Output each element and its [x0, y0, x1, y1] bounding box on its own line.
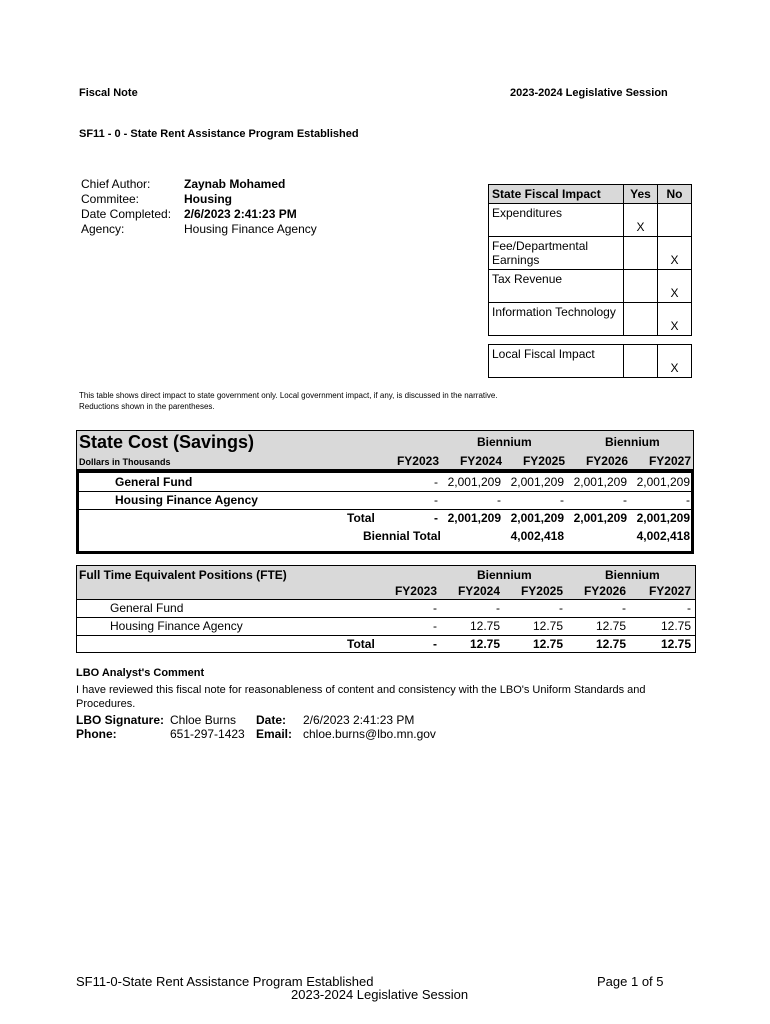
lbo-heading: LBO Analyst's Comment	[76, 667, 205, 679]
note-line: This table shows direct impact to state government only. Local government impact, if any, is discussed in the narrative.	[79, 391, 498, 400]
footer-session: 2023-2024 Legislative Session	[291, 987, 469, 1002]
cell-value: 12.75	[595, 619, 626, 633]
info-labels	[81, 177, 171, 237]
header-left: Fiscal Note	[79, 87, 138, 99]
cell-value: -	[686, 493, 690, 507]
total-value: 2,001,209	[447, 511, 501, 525]
total-value: -	[434, 511, 438, 525]
info-label: Commitee:	[81, 192, 140, 206]
year-header: FY2024	[459, 454, 502, 468]
cell-value: 2,001,209	[510, 475, 564, 489]
email-value: chloe.burns@lbo.mn.gov	[303, 727, 436, 741]
impact-label: Expenditures	[489, 204, 624, 237]
email-label: Email:	[256, 727, 293, 741]
chief-author: Zaynab Mohamed	[184, 177, 286, 191]
phone-label: Phone:	[76, 727, 117, 741]
impact-header: State Fiscal Impact	[489, 185, 624, 204]
impact-yes: X	[624, 204, 658, 237]
biennium-label: Biennium	[605, 568, 660, 582]
biennium-label: Biennium	[477, 568, 532, 582]
cell-value: -	[434, 475, 438, 489]
total-value: 2,001,209	[510, 511, 564, 525]
row-divider	[79, 491, 691, 492]
cost-header	[76, 430, 694, 470]
cell-value: -	[496, 601, 500, 615]
table-row	[77, 601, 695, 618]
cell-value: 12.75	[660, 619, 691, 633]
biennial-row	[79, 529, 691, 546]
total-value: 2,001,209	[573, 511, 627, 525]
cell-value: -	[433, 619, 437, 633]
biennial-value: 4,002,418	[636, 529, 690, 543]
table-row	[79, 475, 691, 492]
cost-body	[76, 470, 694, 554]
row-label: General Fund	[110, 601, 184, 615]
cell-value: 12.75	[469, 619, 500, 633]
year-header: FY2027	[648, 584, 691, 598]
no-header: No	[658, 185, 692, 204]
impact-yes	[624, 303, 658, 336]
year-header: FY2023	[396, 454, 439, 468]
fte-header	[77, 566, 695, 600]
row-divider	[77, 617, 695, 618]
footer-page: Page 1 of 5	[597, 974, 664, 989]
total-label: Total	[347, 637, 375, 651]
cell-value: -	[687, 601, 691, 615]
impact-no	[658, 204, 692, 237]
cell-value: 2,001,209	[573, 475, 627, 489]
info-label: Date Completed:	[81, 207, 172, 221]
impact-no: X	[658, 303, 692, 336]
sig-label: LBO Signature:	[76, 713, 165, 727]
biennium-label: Biennium	[477, 435, 532, 449]
row-divider	[77, 635, 695, 636]
impact-no: X	[658, 270, 692, 303]
table-row	[79, 493, 691, 510]
impact-label: Information Technology	[489, 303, 624, 336]
header-right: 2023-2024 Legislative Session	[510, 87, 668, 99]
biennial-label: Biennial Total	[363, 529, 441, 543]
info-label: Agency:	[81, 222, 125, 236]
impact-label: Fee/Departmental Earnings	[489, 237, 624, 270]
cost-title: State Cost (Savings)	[79, 432, 255, 452]
total-value: -	[433, 637, 437, 651]
bill-title: SF11 - 0 - State Rent Assistance Program Established	[79, 128, 359, 140]
total-label: Total	[347, 511, 375, 525]
local-impact-no: X	[658, 345, 692, 378]
cell-value: -	[560, 493, 564, 507]
row-label: Housing Finance Agency	[110, 619, 243, 633]
impact-note	[79, 390, 498, 412]
cell-value: -	[622, 601, 626, 615]
state-fiscal-impact-table	[488, 184, 692, 336]
date-completed: 2/6/2023 2:41:23 PM	[184, 207, 297, 221]
impact-yes	[624, 237, 658, 270]
biennial-value: 4,002,418	[510, 529, 564, 543]
cell-value: 2,001,209	[447, 475, 501, 489]
cell-value: -	[497, 493, 501, 507]
cell-value: 2,001,209	[636, 475, 690, 489]
agency: Housing Finance Agency	[184, 222, 317, 236]
total-value: 2,001,209	[636, 511, 690, 525]
total-row	[77, 637, 695, 654]
cell-value: -	[433, 601, 437, 615]
year-header: FY2026	[583, 584, 626, 598]
yes-header: Yes	[624, 185, 658, 204]
total-value: 12.75	[532, 637, 563, 651]
row-label: Housing Finance Agency	[115, 493, 258, 507]
date-value: 2/6/2023 2:41:23 PM	[303, 713, 415, 727]
year-header: FY2024	[457, 584, 500, 598]
state-cost-table	[76, 430, 694, 554]
cell-value: -	[434, 493, 438, 507]
lbo-comment: I have reviewed this fiscal note for reasonableness of content and consistency with the LBO's Uniform Standards and Procedures.	[76, 684, 646, 710]
note-line: Reductions shown in the parentheses.	[79, 402, 215, 411]
sig-value: Chloe Burns	[170, 713, 237, 727]
impact-yes	[624, 270, 658, 303]
total-value: 12.75	[469, 637, 500, 651]
year-header: FY2025	[522, 454, 565, 468]
total-value: 12.75	[595, 637, 626, 651]
impact-no: X	[658, 237, 692, 270]
fte-title: Full Time Equivalent Positions (FTE)	[79, 568, 287, 582]
cost-subtitle: Dollars in Thousands	[79, 457, 171, 467]
footer-left: SF11-0-State Rent Assistance Program Established	[76, 974, 374, 989]
phone-value: 651-297-1423	[170, 727, 245, 741]
local-impact-label: Local Fiscal Impact	[489, 345, 624, 378]
total-value: 12.75	[660, 637, 691, 651]
info-values	[184, 177, 317, 237]
biennium-label: Biennium	[605, 435, 660, 449]
cell-value: 12.75	[532, 619, 563, 633]
committee: Housing	[184, 192, 232, 206]
info-label: Chief Author:	[81, 177, 151, 191]
year-header: FY2023	[394, 584, 437, 598]
local-impact-yes	[624, 345, 658, 378]
impact-label: Tax Revenue	[489, 270, 624, 303]
cell-value: -	[623, 493, 627, 507]
fte-table	[76, 565, 696, 653]
table-row	[77, 619, 695, 636]
local-fiscal-impact-table	[488, 344, 692, 378]
year-header: FY2027	[648, 454, 691, 468]
year-header: FY2025	[520, 584, 563, 598]
total-row	[79, 511, 691, 528]
row-divider	[79, 509, 691, 510]
date-label: Date:	[256, 713, 287, 727]
row-label: General Fund	[115, 475, 193, 489]
cell-value: -	[559, 601, 563, 615]
year-header: FY2026	[585, 454, 628, 468]
